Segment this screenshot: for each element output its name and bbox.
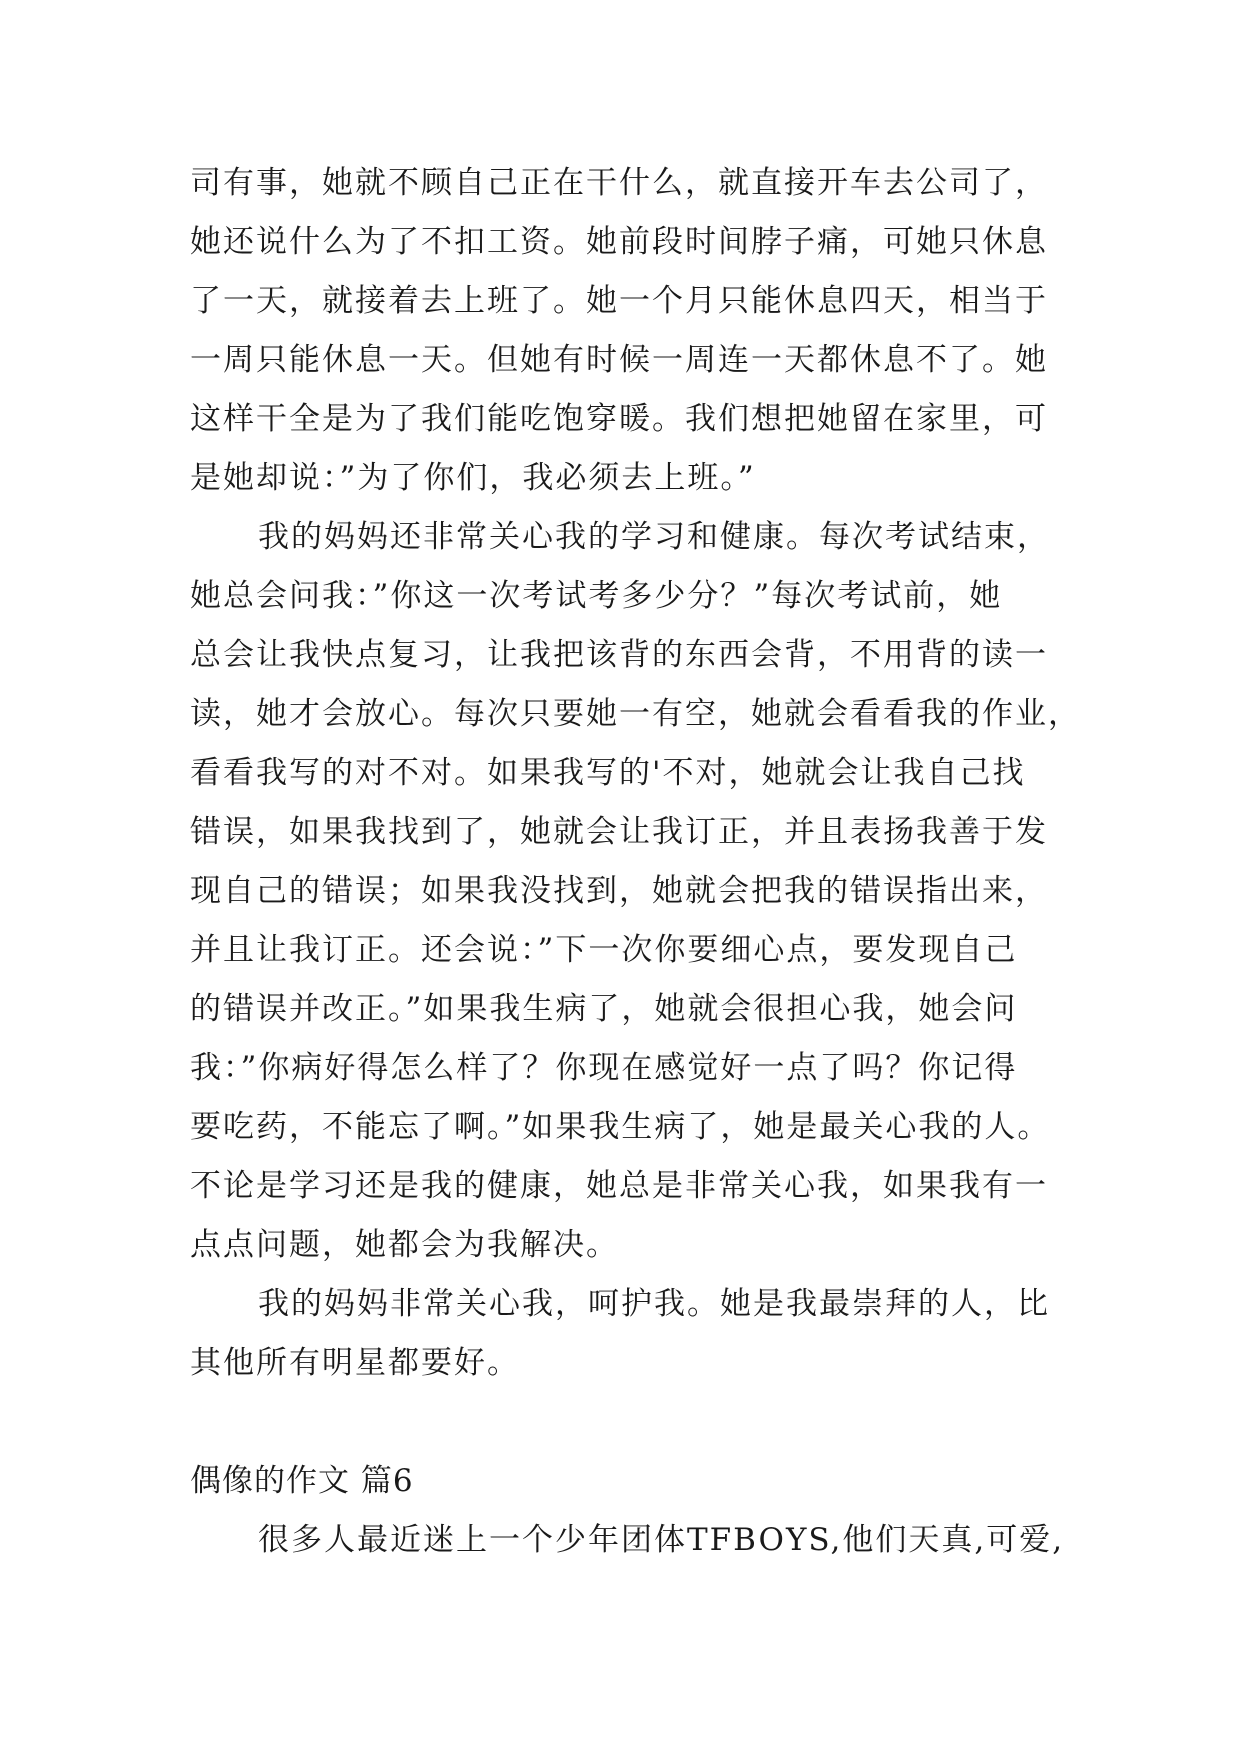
text-line: 这样干全是为了我们能吃饱穿暖。我们想把她留在家里，可 xyxy=(190,401,1048,437)
text-line: 是她却说：”为了你们，我必须去上班。” xyxy=(190,460,756,496)
text-line: 的错误并改正。”如果我生病了，她就会很担心我，她会问 xyxy=(190,991,1018,1027)
text-line: 她还说什么为了不扣工资。她前段时间脖子痛，可她只休息 xyxy=(190,224,1048,260)
text-line: 读，她才会放心。每次只要她一有空，她就会看看我的作业， xyxy=(190,696,1081,732)
text-line: 要吃药，不能忘了啊。”如果我生病了，她是最关心我的人。 xyxy=(190,1109,1051,1145)
text-line: 我：”你病好得怎么样了？你现在感觉好一点了吗？你记得 xyxy=(190,1050,1018,1086)
text-line: 很多人最近迷上一个少年团体TFBOYS,他们天真,可爱, xyxy=(258,1522,1065,1558)
text-line: 点点问题，她都会为我解决。 xyxy=(190,1227,619,1263)
text-line: 现自己的错误；如果我没找到，她就会把我的错误指出来， xyxy=(190,873,1048,909)
text-line: 我的妈妈非常关心我，呵护我。她是我最崇拜的人，比 xyxy=(258,1286,1050,1322)
section-heading: 偶像的作文 篇6 xyxy=(190,1463,414,1499)
text-line: 我的妈妈还非常关心我的学习和健康。每次考试结束， xyxy=(258,519,1050,555)
text-line: 看看我写的对不对。如果我写的'不对，她就会让我自己找 xyxy=(190,755,1026,791)
text-line: 一周只能休息一天。但她有时候一周连一天都休息不了。她 xyxy=(190,342,1048,378)
text-line: 并且让我订正。还会说：”下一次你要细心点，要发现自己 xyxy=(190,932,1018,968)
text-line: 其他所有明星都要好。 xyxy=(190,1345,520,1381)
text-line: 了一天，就接着去上班了。她一个月只能休息四天，相当于 xyxy=(190,283,1048,319)
text-line: 不论是学习还是我的健康，她总是非常关心我，如果我有一 xyxy=(190,1168,1048,1204)
text-line: 她总会问我：”你这一次考试考多少分？”每次考试前，她 xyxy=(190,578,1003,614)
text-line: 总会让我快点复习，让我把该背的东西会背，不用背的读一 xyxy=(190,637,1048,673)
text-line: 司有事，她就不顾自己正在干什么，就直接开车去公司了， xyxy=(190,165,1048,201)
text-line: 错误，如果我找到了，她就会让我订正，并且表扬我善于发 xyxy=(190,814,1048,850)
